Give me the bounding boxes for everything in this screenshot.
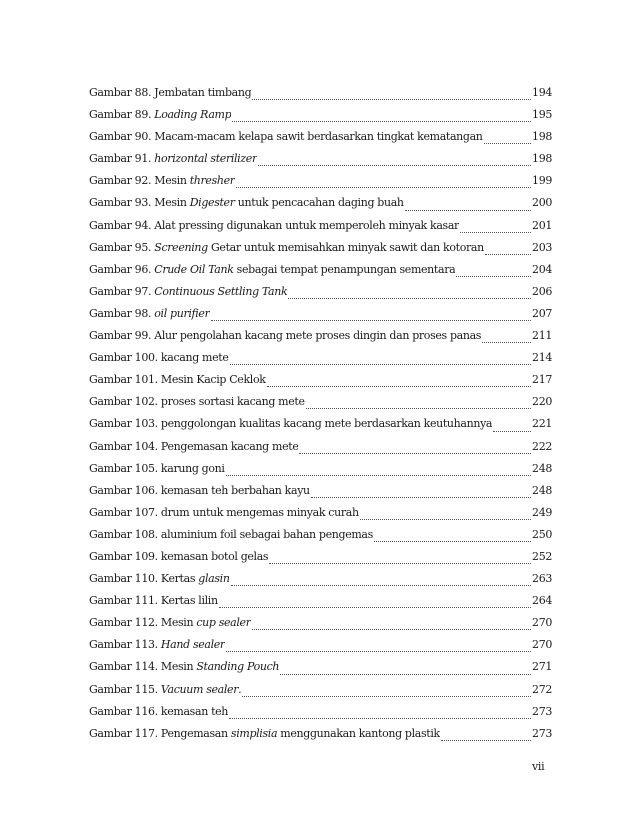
toc-page-number: 271 bbox=[532, 660, 552, 674]
dot-leader bbox=[485, 254, 531, 255]
dot-leader bbox=[311, 497, 531, 498]
list-of-figures bbox=[89, 86, 552, 749]
page-number: vii bbox=[532, 760, 545, 773]
figure-caption-text: Standing Pouch bbox=[196, 660, 280, 674]
toc-entry-label bbox=[89, 440, 298, 453]
toc-entry[interactable] bbox=[89, 638, 552, 660]
dot-leader bbox=[258, 165, 531, 166]
toc-entry-label bbox=[89, 727, 440, 740]
figure-number: Gambar 105. bbox=[89, 461, 161, 475]
figure-number: Gambar 113. bbox=[89, 638, 161, 652]
toc-page-number: 264 bbox=[532, 594, 552, 608]
dot-leader bbox=[374, 541, 531, 542]
figure-number: Gambar 117. bbox=[89, 726, 161, 740]
toc-entry-label bbox=[89, 705, 228, 718]
toc-entry-label bbox=[89, 329, 481, 342]
toc-entry[interactable] bbox=[89, 660, 552, 682]
figure-caption-text: simplisia bbox=[230, 726, 278, 740]
figure-caption-text: Alat pressing digunakan untuk memperoleh minyak kasar bbox=[154, 218, 459, 232]
toc-entry[interactable] bbox=[89, 108, 552, 130]
figure-caption-text: kemasan botol gelas bbox=[160, 549, 269, 563]
toc-page-number: 207 bbox=[532, 306, 552, 320]
figure-number: Gambar 97. bbox=[89, 284, 155, 298]
toc-entry[interactable] bbox=[89, 594, 552, 616]
toc-entry[interactable] bbox=[89, 219, 552, 241]
figure-number: Gambar 91. bbox=[89, 152, 155, 166]
toc-entry[interactable] bbox=[89, 285, 552, 307]
toc-entry-label bbox=[89, 285, 287, 298]
figure-caption-text: cup sealer bbox=[196, 616, 251, 630]
figure-caption-text: Hand sealer bbox=[160, 638, 225, 652]
figure-caption-text: Getar untuk memisahkan minyak sawit dan kotoran bbox=[207, 240, 484, 254]
toc-page-number: 217 bbox=[532, 373, 552, 387]
figure-caption-text: Mesin bbox=[154, 174, 190, 188]
figure-caption-text: Digester bbox=[189, 196, 235, 210]
toc-page-number: 195 bbox=[532, 108, 552, 122]
toc-entry[interactable] bbox=[89, 86, 552, 108]
toc-page-number: 263 bbox=[532, 572, 552, 586]
figure-number: Gambar 89. bbox=[89, 108, 155, 122]
toc-entry[interactable] bbox=[89, 373, 552, 395]
toc-entry-label bbox=[89, 174, 235, 187]
toc-entry-label bbox=[89, 528, 373, 541]
toc-page-number: 273 bbox=[532, 726, 552, 740]
figure-caption-text: penggolongan kualitas kacang mete berdasarkan keutuhannya bbox=[160, 417, 493, 431]
toc-entry[interactable] bbox=[89, 683, 552, 705]
figure-caption-text: Macam-macam kelapa sawit berdasarkan tingkat kematangan bbox=[154, 130, 483, 144]
toc-entry[interactable] bbox=[89, 462, 552, 484]
figure-caption-text: oil purifier bbox=[154, 306, 210, 320]
dot-leader bbox=[299, 453, 531, 454]
figure-number: Gambar 114. bbox=[89, 660, 161, 674]
dot-leader bbox=[288, 298, 531, 299]
toc-entry[interactable] bbox=[89, 241, 552, 263]
toc-page-number: 211 bbox=[532, 329, 552, 343]
figure-caption-text: kemasan teh bbox=[160, 704, 229, 718]
toc-entry-label bbox=[89, 241, 484, 254]
toc-entry[interactable] bbox=[89, 484, 552, 506]
figure-number: Gambar 90. bbox=[89, 130, 155, 144]
dot-leader bbox=[456, 276, 531, 277]
figure-caption-text: Kertas lilin bbox=[160, 594, 218, 608]
toc-page-number: 194 bbox=[532, 86, 552, 99]
figure-number: Gambar 104. bbox=[89, 439, 161, 453]
figure-number: Gambar 112. bbox=[89, 616, 161, 630]
toc-entry-label bbox=[89, 108, 231, 121]
toc-page-number: 248 bbox=[532, 461, 552, 475]
figure-caption-text: Mesin Kacip Ceklok bbox=[160, 373, 266, 387]
toc-entry-label bbox=[89, 395, 305, 408]
dot-leader bbox=[360, 519, 531, 520]
figure-number: Gambar 102. bbox=[89, 395, 161, 409]
figure-caption-text: Pengemasan kacang mete bbox=[160, 439, 299, 453]
figure-caption-text: thresher bbox=[189, 174, 235, 188]
toc-entry-label bbox=[89, 462, 225, 475]
toc-entry-label bbox=[89, 683, 241, 696]
toc-page-number: 198 bbox=[532, 130, 552, 144]
toc-entry[interactable] bbox=[89, 417, 552, 439]
figure-caption-text: proses sortasi kacang mete bbox=[160, 395, 305, 409]
figure-caption-text: Mesin bbox=[160, 616, 197, 630]
toc-entry-label bbox=[89, 660, 279, 673]
figure-caption-text: karung goni bbox=[160, 461, 225, 475]
toc-entry[interactable] bbox=[89, 705, 552, 727]
toc-entry-label bbox=[89, 484, 310, 497]
dot-leader bbox=[226, 651, 531, 652]
figure-caption-text: Vacuum sealer bbox=[160, 682, 239, 696]
dot-leader bbox=[226, 475, 532, 476]
figure-number: Gambar 93. bbox=[89, 196, 155, 210]
toc-entry[interactable] bbox=[89, 550, 552, 572]
toc-entry-label bbox=[89, 594, 218, 607]
toc-page-number: 201 bbox=[532, 218, 552, 232]
toc-entry[interactable] bbox=[89, 130, 552, 152]
figure-caption-text: Pengemasan bbox=[160, 726, 231, 740]
toc-entry[interactable] bbox=[89, 329, 552, 351]
figure-number: Gambar 107. bbox=[89, 505, 161, 519]
dot-leader bbox=[269, 563, 531, 564]
figure-caption-text: . bbox=[238, 682, 242, 696]
toc-entry-label bbox=[89, 196, 404, 209]
figure-number: Gambar 98. bbox=[89, 306, 155, 320]
figure-caption-text: menggunakan kantong plastik bbox=[277, 726, 440, 740]
figure-caption-text: aluminium foil sebagai bahan pengemas bbox=[160, 527, 373, 541]
figure-number: Gambar 94. bbox=[89, 218, 155, 232]
figure-caption-text: glasin bbox=[198, 572, 230, 586]
dot-leader bbox=[280, 674, 531, 675]
dot-leader bbox=[493, 431, 531, 432]
figure-caption-text: drum untuk mengemas minyak curah bbox=[160, 505, 359, 519]
figure-number: Gambar 99. bbox=[89, 329, 155, 343]
dot-leader bbox=[460, 232, 531, 233]
toc-page-number: 204 bbox=[532, 262, 552, 276]
toc-entry[interactable] bbox=[89, 506, 552, 528]
dot-leader bbox=[405, 210, 531, 211]
toc-entry-label bbox=[89, 550, 268, 563]
figure-number: Gambar 96. bbox=[89, 262, 155, 276]
figure-number: Gambar 88. bbox=[89, 86, 155, 99]
toc-entry[interactable] bbox=[89, 727, 552, 749]
figure-caption-text: Mesin bbox=[160, 660, 197, 674]
figure-number: Gambar 100. bbox=[89, 351, 161, 365]
toc-entry-label bbox=[89, 373, 266, 386]
dot-leader bbox=[482, 342, 531, 343]
figure-caption-text: Continuous Settling Tank bbox=[154, 284, 288, 298]
toc-page-number: 270 bbox=[532, 616, 552, 630]
toc-entry[interactable] bbox=[89, 263, 552, 285]
dot-leader bbox=[306, 408, 531, 409]
toc-entry[interactable] bbox=[89, 196, 552, 218]
figure-caption-text: kemasan teh berbahan kayu bbox=[160, 483, 310, 497]
dot-leader bbox=[230, 364, 532, 365]
toc-entry-label bbox=[89, 616, 251, 629]
toc-page-number: 214 bbox=[532, 351, 552, 365]
toc-entry[interactable] bbox=[89, 616, 552, 638]
figure-number: Gambar 103. bbox=[89, 417, 161, 431]
toc-page-number: 252 bbox=[532, 549, 552, 563]
dot-leader bbox=[211, 320, 532, 321]
toc-entry-label bbox=[89, 152, 257, 165]
toc-page-number: 203 bbox=[532, 240, 552, 254]
toc-page-number: 272 bbox=[532, 682, 552, 696]
toc-entry[interactable] bbox=[89, 351, 552, 373]
figure-number: Gambar 111. bbox=[89, 594, 161, 608]
toc-entry-label bbox=[89, 130, 483, 143]
toc-entry[interactable] bbox=[89, 440, 552, 462]
toc-page-number: 206 bbox=[532, 284, 552, 298]
dot-leader bbox=[219, 607, 531, 608]
figure-caption-text: Kertas bbox=[160, 572, 199, 586]
dot-leader bbox=[441, 740, 531, 741]
toc-entry-label bbox=[89, 351, 229, 364]
toc-page-number: 222 bbox=[532, 439, 552, 453]
toc-page-number: 200 bbox=[532, 196, 552, 210]
figure-number: Gambar 110. bbox=[89, 572, 161, 586]
figure-number: Gambar 106. bbox=[89, 483, 161, 497]
dot-leader bbox=[231, 585, 531, 586]
figure-caption-text: Jembatan timbang bbox=[154, 86, 252, 99]
toc-entry[interactable] bbox=[89, 528, 552, 550]
figure-number: Gambar 109. bbox=[89, 549, 161, 563]
figure-caption-text: kacang mete bbox=[160, 351, 229, 365]
dot-leader bbox=[252, 99, 531, 100]
toc-entry-label bbox=[89, 506, 359, 519]
toc-page-number: 273 bbox=[532, 704, 552, 718]
toc-entry-label bbox=[89, 638, 225, 651]
dot-leader bbox=[242, 696, 531, 697]
figure-number: Gambar 115. bbox=[89, 682, 161, 696]
figure-caption-text: horizontal sterilizer bbox=[154, 152, 257, 166]
figure-caption-text: Crude Oil Tank bbox=[154, 262, 234, 276]
figure-number: Gambar 95. bbox=[89, 240, 155, 254]
dot-leader bbox=[484, 143, 532, 144]
toc-entry[interactable] bbox=[89, 572, 552, 594]
toc-entry[interactable] bbox=[89, 307, 552, 329]
toc-page-number: 198 bbox=[532, 152, 552, 166]
dot-leader bbox=[229, 718, 531, 719]
toc-page-number: 199 bbox=[532, 174, 552, 188]
toc-entry[interactable] bbox=[89, 395, 552, 417]
figure-caption-text: Alur pengolahan kacang mete proses dingin dan proses panas bbox=[154, 329, 482, 343]
dot-leader bbox=[252, 629, 531, 630]
toc-entry-label bbox=[89, 263, 455, 276]
toc-entry[interactable] bbox=[89, 152, 552, 174]
toc-entry-label bbox=[89, 307, 210, 320]
toc-entry-label bbox=[89, 572, 230, 585]
toc-page-number: 248 bbox=[532, 483, 552, 497]
figure-caption-text: Loading Ramp bbox=[154, 108, 232, 122]
figure-number: Gambar 116. bbox=[89, 704, 161, 718]
figure-number: Gambar 101. bbox=[89, 373, 161, 387]
figure-caption-text: Mesin bbox=[154, 196, 190, 210]
figure-caption-text: Screening bbox=[154, 240, 208, 254]
toc-entry-label bbox=[89, 417, 492, 430]
toc-page-number: 250 bbox=[532, 527, 552, 541]
figure-number: Gambar 108. bbox=[89, 527, 161, 541]
toc-entry-label bbox=[89, 86, 251, 99]
toc-page-number: 221 bbox=[532, 417, 552, 431]
figure-caption-text: untuk pencacahan daging buah bbox=[234, 196, 404, 210]
toc-entry[interactable] bbox=[89, 174, 552, 196]
dot-leader bbox=[232, 121, 531, 122]
dot-leader bbox=[236, 187, 531, 188]
toc-entry-label bbox=[89, 219, 459, 232]
dot-leader bbox=[267, 386, 532, 387]
toc-page-number: 270 bbox=[532, 638, 552, 652]
toc-page-number: 249 bbox=[532, 505, 552, 519]
figure-number: Gambar 92. bbox=[89, 174, 155, 188]
figure-caption-text: sebagai tempat penampungan sementara bbox=[233, 262, 456, 276]
toc-page-number: 220 bbox=[532, 395, 552, 409]
